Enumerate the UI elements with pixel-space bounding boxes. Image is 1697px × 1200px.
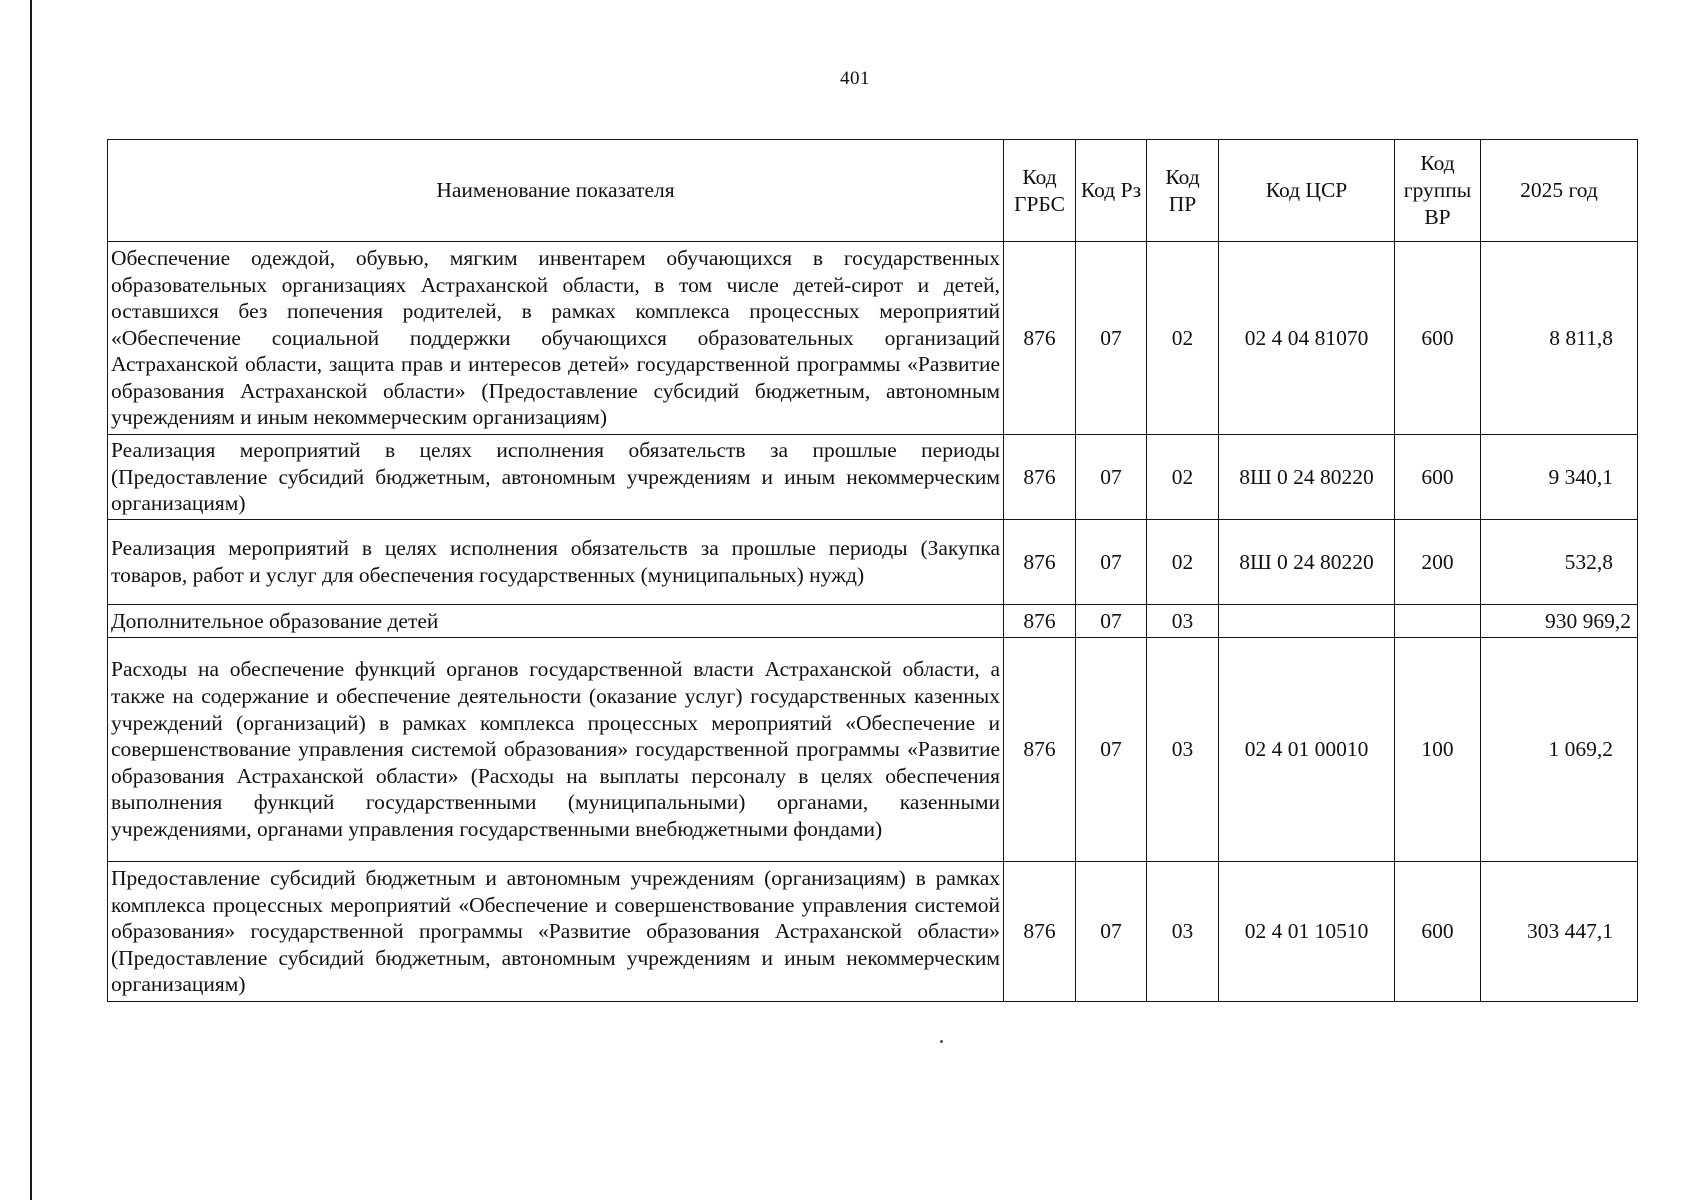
row-name: Обеспечение одеждой, обувью, мягким инвентарем обучающихся в государственных образовательных организациях Астраханской области, в том числе детей-сирот и детей, оставшихся без попечения родителей, в рамках комплекса процессных мероприятий «Обеспечение социальной поддержки обучающихся образовательных организаций Астраханской области, защита прав и интересов детей» государственной программы «Развитие образования Астраханской области» (Предоставление субсидий бюджетным, автономным учреждениям и иным некоммерческим организациям) [108,242,1004,435]
row-grbs: 876 [1004,862,1076,1002]
row-name: Предоставление субсидий бюджетным и автономным учреждениям (организациям) в рамках комплекса процессных мероприятий «Обеспечение и совершенствование управления системой образования» государственной программы «Развитие образования Астраханской области» (Предоставление субсидий бюджетным, автономным учреждениям и иным некоммерческим организациям) [108,862,1004,1002]
header-csr: Код ЦСР [1219,140,1395,242]
header-rz: Код Рз [1076,140,1147,242]
row-pr: 03 [1147,605,1219,638]
row-rz: 07 [1076,520,1147,605]
row-csr: 02 4 01 10510 [1219,862,1395,1002]
row-rz: 07 [1076,862,1147,1002]
row-csr: 02 4 01 00010 [1219,638,1395,862]
header-pr: Код ПР [1147,140,1219,242]
row-vr: 600 [1395,862,1481,1002]
row-vr: 100 [1395,638,1481,862]
table-row-section [108,605,1638,638]
row-pr: 03 [1147,638,1219,862]
header-vr: Код группы ВР [1395,140,1481,242]
scan-speck [940,1040,943,1043]
row-name: Дополнительное образование детей [108,605,1004,638]
header-name: Наименование показателя [108,140,1004,242]
row-rz: 07 [1076,242,1147,435]
header-year: 2025 год [1481,140,1638,242]
row-grbs: 876 [1004,520,1076,605]
row-amount: 930 969,2 [1481,605,1638,638]
row-rz: 07 [1076,435,1147,520]
row-pr: 02 [1147,242,1219,435]
row-vr: 200 [1395,520,1481,605]
row-grbs: 876 [1004,638,1076,862]
row-csr: 8Ш 0 24 80220 [1219,520,1395,605]
row-pr: 03 [1147,862,1219,1002]
row-rz: 07 [1076,638,1147,862]
page-margin-line [30,0,32,1200]
row-amount: 532,8 [1481,520,1638,605]
row-pr: 02 [1147,520,1219,605]
row-vr: 600 [1395,435,1481,520]
table-row [108,862,1638,1002]
row-name: Реализация мероприятий в целях исполнения обязательств за прошлые периоды (Предоставление субсидий бюджетным, автономным учреждениям и иным некоммерческим организациям) [108,435,1004,520]
row-amount: 303 447,1 [1481,862,1638,1002]
row-csr: 02 4 04 81070 [1219,242,1395,435]
table-header-row [108,140,1638,242]
row-rz: 07 [1076,605,1147,638]
row-amount: 9 340,1 [1481,435,1638,520]
row-csr [1219,605,1395,638]
row-grbs: 876 [1004,605,1076,638]
page-number: 401 [840,68,870,89]
row-name: Расходы на обеспечение функций органов государственной власти Астраханской области, а также на содержание и обеспечение деятельности (оказание услуг) государственных казенных учреждений (организаций) в рамках комплекса процессных мероприятий «Обеспечение и совершенствование управления системой образования» государственной программы «Развитие образования Астраханской области» (Расходы на выплаты персоналу в целях обеспечения выполнения функций государственными (муниципальными) органами, казенными учреждениями, органами управления государственными внебюджетными фондами) [108,638,1004,862]
row-vr: 600 [1395,242,1481,435]
row-grbs: 876 [1004,435,1076,520]
row-csr: 8Ш 0 24 80220 [1219,435,1395,520]
row-pr: 02 [1147,435,1219,520]
table-row [108,520,1638,605]
row-vr [1395,605,1481,638]
row-amount: 8 811,8 [1481,242,1638,435]
budget-table [107,139,1638,1002]
row-grbs: 876 [1004,242,1076,435]
row-name: Реализация мероприятий в целях исполнения обязательств за прошлые периоды (Закупка товаров, работ и услуг для обеспечения государственных (муниципальных) нужд) [108,520,1004,605]
table-row [108,435,1638,520]
header-grbs: Код ГРБС [1004,140,1076,242]
table-row [108,242,1638,435]
row-amount: 1 069,2 [1481,638,1638,862]
table-row [108,638,1638,862]
